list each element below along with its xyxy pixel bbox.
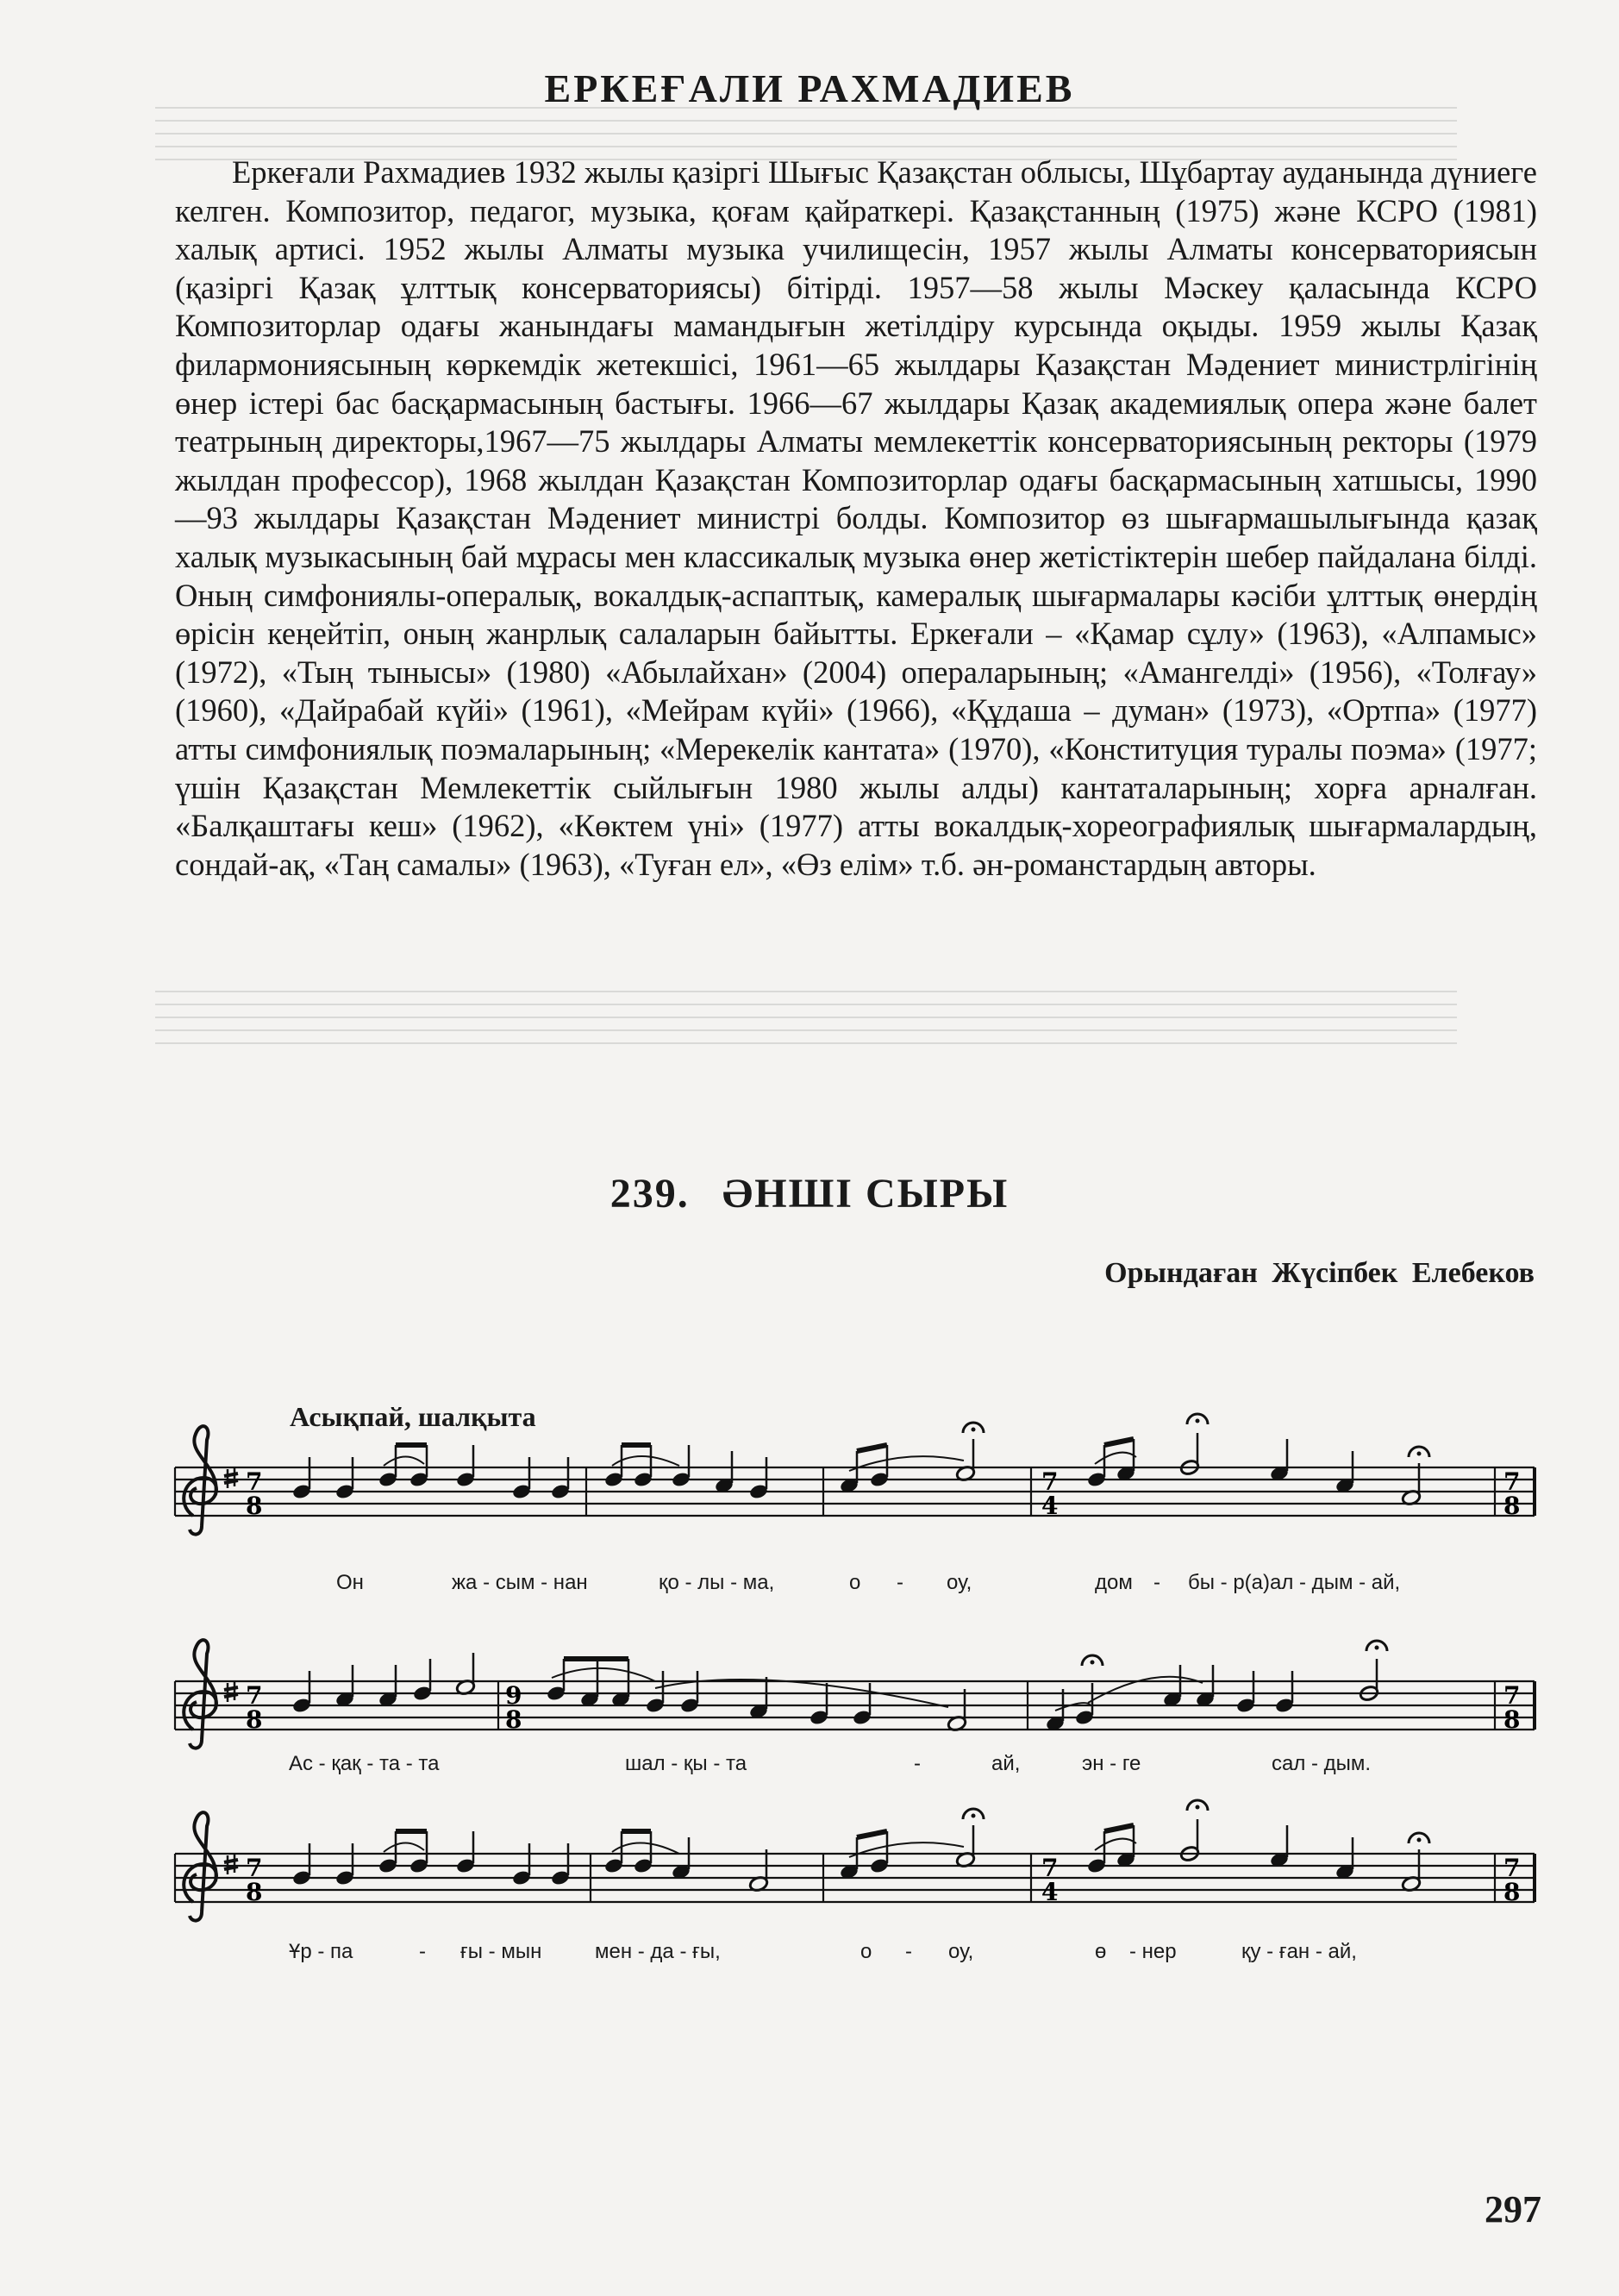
- lyric-syllables: Ұр - па: [289, 1940, 353, 1963]
- lyric-syllables: - нер: [1129, 1940, 1177, 1963]
- lyric-syllables: шал - қы - та: [625, 1752, 747, 1775]
- staff-1: [175, 1414, 1535, 1535]
- svg-text:7: 7: [1041, 1467, 1059, 1496]
- svg-text:8: 8: [246, 1705, 263, 1734]
- lyric-syllables: о: [849, 1571, 861, 1594]
- lyric-syllables: о: [860, 1940, 872, 1963]
- staff-2: [175, 1640, 1535, 1748]
- biography-text: Еркеғали Рахмадиев 1932 жылы қазіргі Шығыс Қазақстан облысы, Шұбартау ауданында дүниеге келген. Композитор, педагог, музыка, қоғам қайраткері. Қазақстанның (1975) және КСРО (1981) халық артисі. 1952 жылы Алматы музыка училищесін, 1957 жылы Алматы консерваториясын (қазіргі Қазақ ұлттық консерваториясы) бітірді. 1957—58 жылы Мәскеу қаласында КСРО Композиторлар одағы жанындағы мамандығын жетілдіру курсында оқыды. 1959 жылы Қазақ филармониясының көркемдік жетекшісі, 1961—65 жылдары Қазақстан Мәдениет министрлігінің өнер істері бас басқармасының бастығы. 1966—67 жылдары Қазақ академиялық опера және балет театрының директоры,1967—75 жылдары Алматы мемлекеттік консерваториясының ректоры (1979 жылдан профессор), 1968 жылдан Қазақстан Композиторлар одағы басқармасының хатшысы, 1990—93 жылдары Қазақстан Мәдениет министрі болды. Композитор өз шығармашылығында қазақ халық музыкасының бай мұрасы мен классикалық музыка өнер жетістіктерін шебер пайдалана білді. Оның симфониялы-опералық, вокалдық-аспаптық, камералық шығармалары кәсіби ұлттық өнердің өрісін кеңейтіп, оның жанрлық салаларын байытты. Еркеғали – «Қамар сұлу» (1963), «Алпамыс» (1972), «Тың тынысы» (1980) «Абылайхан» (2004) операларының; «Амангелді» (1956), «Толғау» (1960), «Дайрабай күйі» (1961), «Мейрам күйі» (1966), «Құдаша – думан» (1973), «Ортпа» (1977) атты симфониялық поэмаларының; «Мерекелік кантата» (1970), «Конституция туралы поэма» (1977; үшін Қазақстан Мемлекеттік сыйлығын 1980 жылы алды) кантаталарының; хорға арналған. «Балқаштағы кеш» (1962), «Көктем үні» (1977) атты вокалдық-хореографиялық шығармалардың, сондай-ақ, «Таң самалы» (1963), «Туған ел», «Өз елім» т.б. ән-романстардың авторы.: [175, 154, 1537, 882]
- svg-text:8: 8: [505, 1705, 522, 1734]
- lyric-syllables: қо - лы - ма,: [659, 1571, 775, 1594]
- lyric-syllables: бы - р(а)ал - дым - ай,: [1188, 1571, 1401, 1594]
- svg-text:8: 8: [1503, 1705, 1521, 1734]
- lyric-syllables: қу - ған - ай,: [1241, 1940, 1357, 1963]
- svg-text:8: 8: [246, 1878, 263, 1906]
- lyric-syllables: Он: [336, 1571, 364, 1594]
- staff-3: [175, 1800, 1535, 1921]
- svg-text:8: 8: [246, 1492, 263, 1520]
- song-number: 239.: [609, 1171, 690, 1217]
- lyric-syllables: -: [914, 1752, 921, 1775]
- svg-text:7: 7: [246, 1681, 263, 1710]
- svg-text:4: 4: [1041, 1878, 1059, 1906]
- performer-credit: Орындаған Жүсіпбек Елебеков: [1104, 1257, 1535, 1289]
- svg-text:9: 9: [505, 1681, 522, 1710]
- lyric-syllables: эн - ге: [1082, 1752, 1141, 1775]
- lyric-syllables: ө: [1095, 1940, 1107, 1963]
- svg-text:8: 8: [1503, 1492, 1521, 1520]
- svg-text:7: 7: [246, 1467, 263, 1496]
- svg-text:4: 4: [1041, 1492, 1059, 1520]
- lyric-syllables: -: [897, 1571, 903, 1594]
- lyric-syllables: оу,: [948, 1940, 974, 1963]
- svg-text:7: 7: [1503, 1681, 1521, 1710]
- tempo-marking: Асықпай, шалқыта: [290, 1401, 536, 1432]
- song-title: ӘНШІ СЫРЫ: [722, 1171, 1010, 1217]
- lyric-syllables: ай,: [991, 1752, 1021, 1775]
- lyric-syllables: дом: [1095, 1571, 1133, 1594]
- lyric-syllables: -: [905, 1940, 912, 1963]
- lyric-syllables: оу,: [947, 1571, 972, 1594]
- lyric-syllables: -: [419, 1940, 426, 1963]
- svg-text:8: 8: [1503, 1878, 1521, 1906]
- page-number: 297: [1485, 2188, 1541, 2230]
- lyric-syllables: ғы - мын: [460, 1940, 542, 1963]
- lyric-syllables: мен - да - ғы,: [595, 1940, 721, 1963]
- lyric-syllables: -: [1153, 1571, 1160, 1594]
- lyric-syllables: сал - дым.: [1272, 1752, 1372, 1775]
- svg-text:7: 7: [1503, 1854, 1521, 1882]
- svg-text:7: 7: [246, 1854, 263, 1882]
- lyric-syllables: Ас - қақ - та - та: [289, 1752, 440, 1775]
- biography-title: ЕРКЕҒАЛИ РАХМАДИЕВ: [544, 66, 1075, 110]
- svg-text:7: 7: [1503, 1467, 1521, 1496]
- lyric-syllables: жа - сым - нан: [452, 1571, 588, 1594]
- svg-text:7: 7: [1041, 1854, 1059, 1882]
